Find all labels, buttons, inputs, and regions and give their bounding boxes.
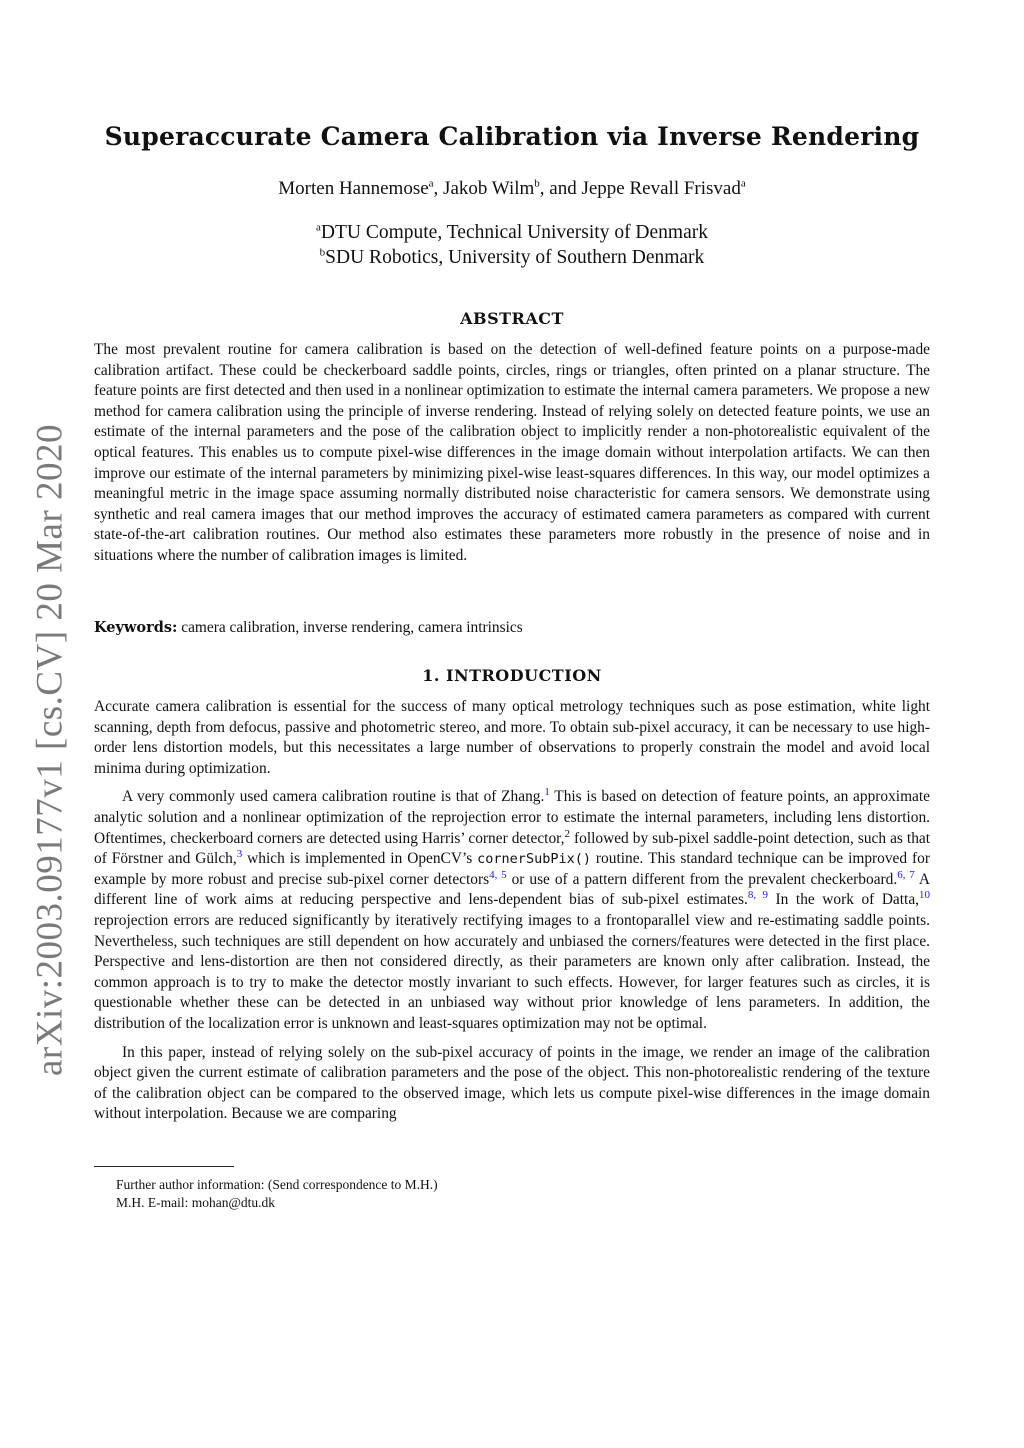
abstract-body: The most prevalent routine for camera calibration is based on the detection of well-defined feature points on a purpose-made calibration artifact. These could be checkerboard saddle points, circles, rings or triangles, often printed on a planar structure. The feature points are first detected and then used in a nonlinear optimization to estimate the internal camera parameters. We propose a new method for camera calibration using the principle of inverse rendering. Instead of relying solely on detected feature points, we use an estimate of the internal parameters and the pose of the calibration object to implicitly render a non-photorealistic equivalent of the optical features. This enables us to compute pixel-wise differences in the image domain without interpolation artifacts. We can then improve our estimate of the internal parameters by minimizing pixel-wise least-squares differences. In this way, our model optimizes a meaningful metric in the image space assuming normally distributed noise characteristic for camera sensors. We demonstrate using synthetic and real camera images that our method improves the accuracy of estimated camera parameters as compared with current state-of-the-art calibration routines. Our method also estimates these parameters more robustly in the presence of noise and in situations where the number of calibration images is limited. [94, 341, 930, 564]
paragraph-text: which is implemented in OpenCV’s [242, 850, 478, 868]
paragraph-text: or use of a pattern different from the prevalent checkerboard. [506, 870, 898, 888]
citation-mark: 2 [564, 827, 571, 840]
affiliation-list [94, 220, 930, 270]
footnote-divider [94, 1166, 234, 1167]
author-separator: , and [539, 178, 582, 199]
paper-title: Superaccurate Camera Calibration via Inverse Rendering [104, 122, 920, 151]
inline-code: cornerSubPix() [477, 851, 591, 868]
introduction-paragraph [94, 697, 930, 779]
paragraph-text: A very commonly used camera calibration routine is that of Zhang. [122, 788, 545, 806]
paragraph-text: followed by sub-pixel saddle-point detection, such as that of Förstner and Gülch, [94, 829, 930, 868]
affiliation-text: SDU Robotics, University of Southern Denmark [325, 247, 705, 268]
citation-link[interactable]: 6, 7 [897, 868, 915, 881]
paragraph-text: In this paper, instead of relying solely on the sub-pixel accuracy of points in the image, we render an image of the calibration object given the current estimate of calibration parameters and the pose of the object. This non-photorealistic rendering of the texture of the calibration object can be compared to the observed image, which lets us compute pixel-wise differences in the image domain without interpolation. Because we are comparing [94, 1043, 930, 1123]
author-name: Jakob Wilm [443, 178, 535, 199]
author-affiliation-mark: a [740, 177, 746, 190]
affiliation-mark: b [319, 246, 326, 259]
author-affiliation-mark: b [534, 177, 540, 190]
paragraph-text: reprojection errors are reduced significantly by iteratively rectifying images to a frontoparallel view and re-estimating saddle points. Nevertheless, such techniques are still dependent on how accurately and unbiased the corners/features were detected in the first place. Perspective and lens-distortion are then not considered directly, as their parameters are known only after calibration. Instead, the common approach is to try to make the detector mostly invariant to such effects. However, for larger features such as circles, it is questionable whether these can be detected in an unbiased way without prior knowledge of lens parameters. In addition, the distribution of the localization error is unknown and least-squares optimization may not be optimal. [94, 911, 930, 1032]
abstract-heading: ABSTRACT [460, 309, 564, 328]
author-affiliation-mark: a [428, 177, 434, 190]
author-name: Jeppe Revall Frisvad [581, 178, 741, 199]
citation-link[interactable]: 8, 9 [747, 889, 769, 902]
arxiv-identifier: arXiv:2003.09177v1 [cs.CV] 20 Mar 2020 [29, 423, 71, 1077]
keywords-label: Keywords: [94, 619, 178, 636]
section-heading-introduction: 1. INTRODUCTION [422, 666, 602, 685]
affiliation-mark: a [316, 221, 321, 234]
affiliation-text: DTU Compute, Technical University of Denmark [320, 222, 708, 243]
footnote-line: Further author information: (Send correspondence to M.H.) [116, 1177, 438, 1192]
footnote-email: M.H. E-mail: mohan@dtu.dk [116, 1195, 276, 1210]
citation-link[interactable]: 10 [919, 889, 930, 902]
author-name: Morten Hannemose [278, 178, 429, 199]
affiliation-line [94, 220, 930, 245]
introduction-body [94, 697, 930, 1133]
citation-link[interactable]: 3 [236, 848, 243, 861]
paragraph-text: routine. This standard technique can be improved for example by more robust and precise sub-pixel corner detectors [94, 850, 930, 888]
keywords-line [94, 618, 930, 639]
introduction-paragraph [94, 787, 930, 1034]
keywords-text: camera calibration, inverse rendering, camera intrinsics [181, 619, 523, 636]
citation-link[interactable]: 4, 5 [489, 868, 507, 881]
author-list [94, 178, 930, 200]
author-separator: , [433, 178, 444, 199]
footnote [116, 1176, 916, 1212]
arxiv-sidebar-stamp [20, 423, 80, 1077]
paragraph-text: A different line of work aims at reducing perspective and lens-dependent bias of sub-pixel estimates. [94, 870, 931, 909]
affiliation-line [94, 245, 930, 270]
paragraph-text: This is based on detection of feature points, an approximate analytic solution and a nonlinear optimization of the reprojection error to estimate the internal parameters, including lens distortion. Oftentimes, checkerboard corners are detected using Harris’ corner detector, [94, 788, 930, 847]
paragraph-text: In the work of Datta, [768, 891, 919, 909]
introduction-paragraph [94, 1043, 930, 1125]
citation-link[interactable]: 1 [544, 786, 550, 799]
paragraph-text: Accurate camera calibration is essential for the success of many optical metrology techniques such as pose estimation, white light scanning, depth from defocus, passive and photometric stereo, and more. To obtain sub-pixel accuracy, it can be necessary to use high-order lens distortion models, but this necessitates a large number of observations to properly constrain the model and avoid local minima during optimization. [94, 698, 930, 777]
